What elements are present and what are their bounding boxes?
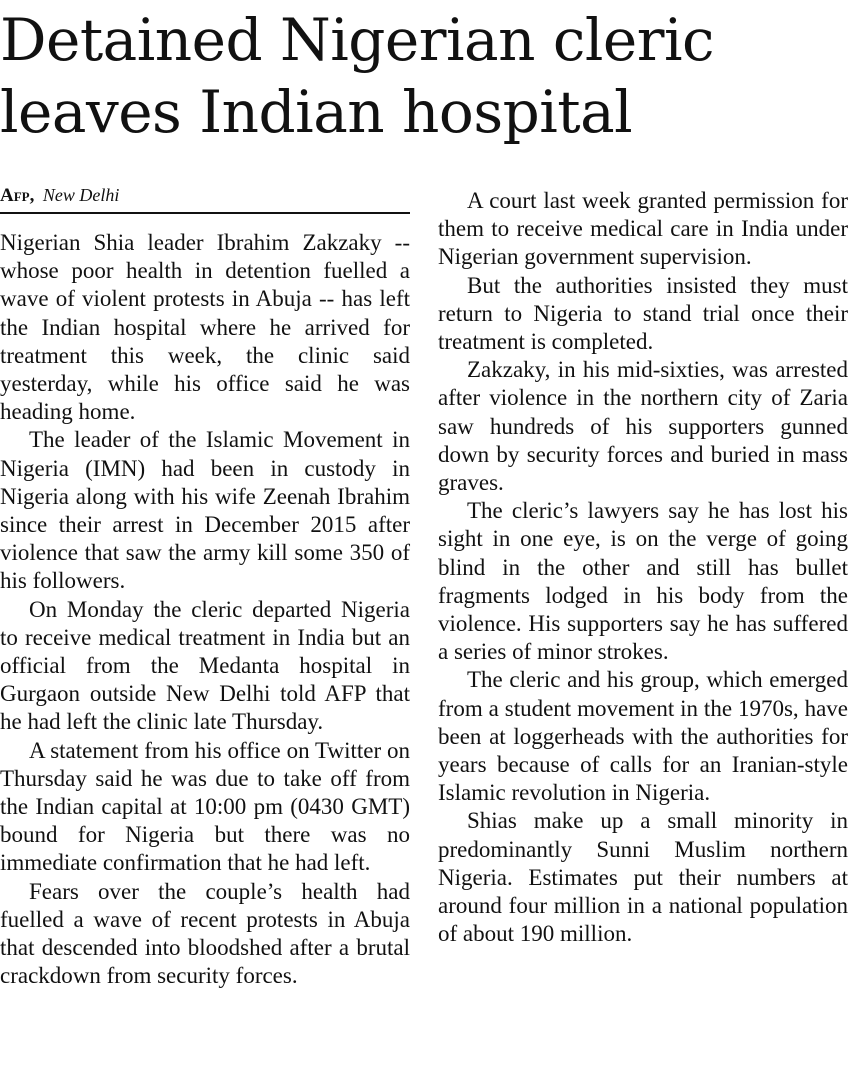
paragraph: The leader of the Islamic Movement in Nigeria (IMN) had been in custody in Nigeria along with his wife Zeenah Ibrahim since their arrest in December 2015 after violence that saw the army kill some 350 of his followers. xyxy=(0,427,410,594)
paragraph: A statement from his office on Twitter on Thursday said he was due to take off from the Indian capital at 10:00 pm (0430 GMT) bound for Nigeria but there was no immediate confirmation that he had left. xyxy=(0,737,410,876)
paragraph: The cleric’s lawyers say he has lost his sight in one eye, is on the verge of going blind in the other and still has bullet fragments lodged in his body from the violence. His supporters say he has suffered a series of minor strokes. xyxy=(438,498,848,665)
paragraph: Fears over the couple’s health had fuelled a wave of recent protests in Abuja that descended into bloodshed after a brutal crackdown from security forces. xyxy=(0,878,410,989)
paragraph: The cleric and his group, which emerged from a student movement in the 1970s, have been at loggerheads with the authorities for years because of calls for an Iranian-style Islamic revolution in Nigeria. xyxy=(438,667,848,806)
headline-line-1: Detained Nigerian cleric xyxy=(0,6,715,74)
byline xyxy=(0,182,410,214)
byline-agency: Afp, xyxy=(0,185,35,206)
paragraph: Shias make up a small minority in predominantly Sunni Muslim northern Nigeria. Estimates put their numbers at around four million in a national population of about 190 million. xyxy=(438,808,848,947)
headline-line-2: leaves Indian hospital xyxy=(0,78,633,146)
paragraph: A court last week granted permission for them to receive medical care in India under Nigerian government supervision. xyxy=(438,188,848,270)
headline xyxy=(0,4,848,148)
byline-location: New Delhi xyxy=(42,185,120,205)
paragraph: Nigerian Shia leader Ibrahim Zakzaky -- whose poor health in detention fuelled a wave of violent protests in Abuja -- has left the Indian hospital where he arrived for treatment this week, the clinic said yesterday, while his office said he was heading home. xyxy=(0,230,410,425)
paragraph: On Monday the cleric departed Nigeria to receive medical treatment in India but an official from the Medanta hospital in Gurgaon outside New Delhi told AFP that he had left the clinic late Thursday. xyxy=(0,596,410,735)
article-column-right xyxy=(438,187,848,948)
article-column-left xyxy=(0,229,410,990)
paragraph: Zakzaky, in his mid-sixties, was arrested after violence in the northern city of Zaria saw hundreds of his supporters gunned down by security forces and buried in mass graves. xyxy=(438,357,848,496)
paragraph: But the authorities insisted they must return to Nigeria to stand trial once their treatment is completed. xyxy=(438,272,848,355)
